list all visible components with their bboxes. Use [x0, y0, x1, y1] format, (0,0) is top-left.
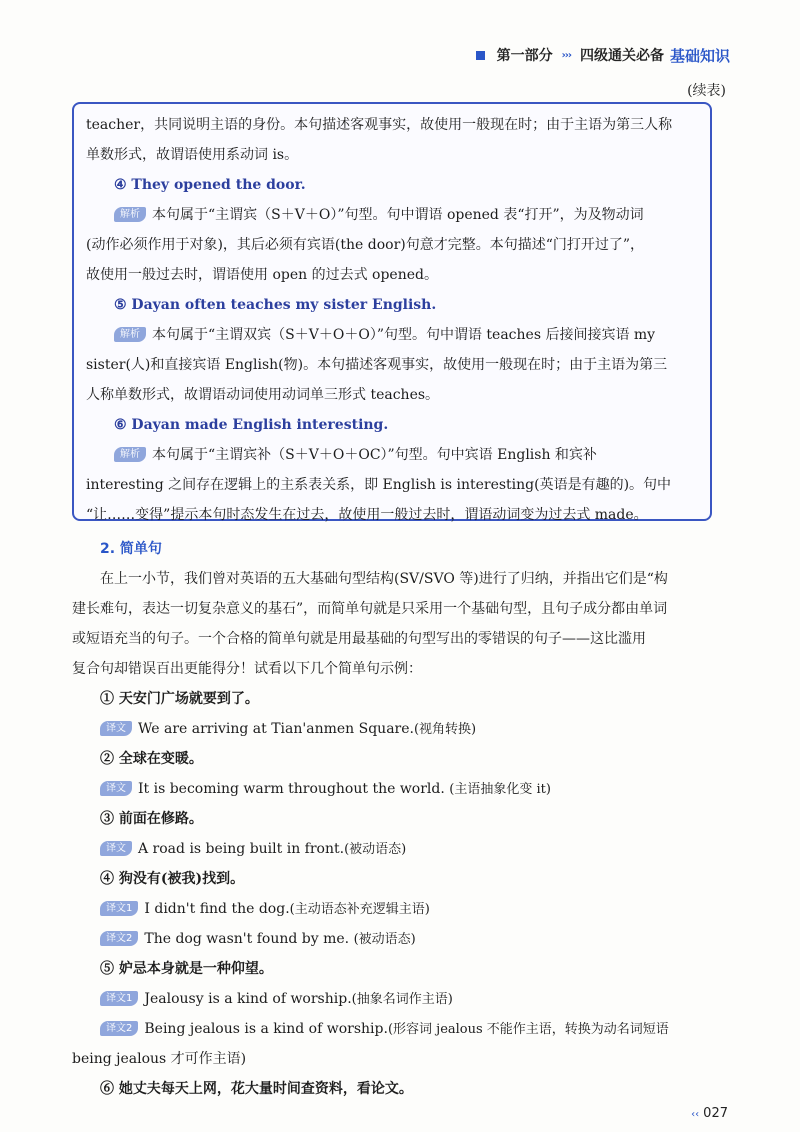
double-chevron-icon: ‹‹: [691, 1109, 700, 1120]
translation-text: Being jealous is a kind of worship.: [144, 1021, 388, 1037]
translation-note: (主语抽象化变 it): [449, 782, 551, 797]
part-label: 第一部分: [496, 48, 553, 64]
translation-tag: 译文2: [100, 931, 138, 946]
analysis-line: [86, 200, 698, 230]
translation-note: (主动语态补充逻辑主语): [289, 902, 430, 917]
continued-label: (续表): [687, 83, 726, 99]
intro-line: 在上一小节，我们曾对英语的五大基础句型结构(SV/SVO 等)进行了归纳，并指出它们是“构: [100, 571, 668, 587]
intro-line: 或短语充当的句子。一个合格的简单句就是用最基础的句型写出的零错误的句子——这比滥用: [72, 631, 646, 647]
analysis-line: 故使用一般过去时，谓语使用 open 的过去式 opened。: [86, 267, 438, 283]
translation-line: [72, 1014, 722, 1044]
intro-line: 复合句却错误百出更能得分！试看以下几个简单句示例：: [72, 661, 422, 677]
analysis-text: 本句属于“主谓双宾（S＋V＋O＋O）”句型。句中谓语 teaches 后接间接宾语 my: [152, 327, 656, 343]
translation-note: (视角转换): [413, 722, 477, 737]
analysis-tag: 解析: [114, 327, 146, 342]
translation-line: [72, 714, 722, 744]
chinese-sentence: ④ 狗没有(被我)找到。: [100, 871, 245, 887]
translation-line: [72, 834, 722, 864]
example-sentence: ④ They opened the door.: [114, 177, 306, 193]
analysis-line: [86, 440, 698, 470]
translation-tag: 译文: [100, 841, 132, 856]
analysis-tag: 解析: [114, 207, 146, 222]
translation-text: I didn't find the dog.: [144, 901, 290, 917]
translation-line: [72, 774, 722, 804]
translation-tag: 译文: [100, 781, 132, 796]
translation-text: We are arriving at Tian'anmen Square.: [138, 721, 414, 737]
page-number: 027: [703, 1106, 728, 1121]
box-text-line: 单数形式，故谓语使用系动词 is。: [86, 147, 299, 163]
translation-line: [72, 894, 722, 924]
page-footer: [691, 1106, 728, 1121]
intro-line: 建长难句，表达一切复杂意义的基石”，而简单句就是只采用一个基础句型，且句子成分都由单词: [72, 601, 668, 617]
running-header: [476, 44, 730, 66]
box-text-line: teacher，共同说明主语的身份。本句描述客观事实，故使用一般现在时；由于主语为第三人称: [86, 117, 673, 133]
translation-tag: 译文1: [100, 991, 138, 1006]
analysis-line: 人称单数形式，故谓语动词使用动词单三形式 teaches。: [86, 387, 440, 403]
analysis-line: [86, 320, 698, 350]
analysis-line: “让……变得”提示本句时态发生在过去，故使用一般过去时，谓语动词变为过去式 made。: [86, 507, 648, 523]
analysis-box: [72, 102, 712, 521]
example-sentence: ⑤ Dayan often teaches my sister English.: [114, 297, 437, 313]
chinese-sentence: ③ 前面在修路。: [100, 811, 203, 827]
analysis-line: interesting 之间存在逻辑上的主系表关系，即 English is interesting(英语是有趣的)。句中: [86, 477, 672, 493]
translation-line: [72, 984, 722, 1014]
example-sentence: ⑥ Dayan made English interesting.: [114, 417, 389, 433]
translation-line: [72, 924, 722, 954]
section-highlight: 基础知识: [669, 46, 730, 65]
square-bullet-icon: [476, 51, 485, 60]
chinese-sentence: ⑤ 妒忌本身就是一种仰望。: [100, 961, 273, 977]
simple-sentence-section: [72, 534, 722, 1104]
translation-text: Jealousy is a kind of worship.: [144, 991, 352, 1007]
analysis-tag: 解析: [114, 447, 146, 462]
triple-chevron-icon: ›››: [561, 49, 571, 61]
translation-text: A road is being built in front.: [138, 841, 345, 857]
translation-tag: 译文: [100, 721, 132, 736]
translation-note: (形容词 jealous 不能作主语，转换为动名词短语: [387, 1022, 669, 1037]
translation-note: (被动语态): [344, 842, 407, 857]
analysis-text: 本句属于“主谓宾（S＋V＋O）”句型。句中谓语 opened 表“打开”，为及物动词: [152, 207, 644, 223]
section-title: 2. 简单句: [100, 541, 162, 557]
translation-tag: 译文2: [100, 1021, 138, 1036]
chinese-sentence: ② 全球在变暖。: [100, 751, 203, 767]
analysis-line: sister(人)和直接宾语 English(物)。本句描述客观事实，故使用一般现在时；由于主语为第三: [86, 357, 668, 373]
translation-note: (抽象名词作主语): [351, 992, 453, 1007]
chinese-sentence: ① 天安门广场就要到了。: [100, 691, 259, 707]
section-prefix: 四级通关必备: [579, 48, 664, 64]
analysis-text: 本句属于“主谓宾补（S＋V＋O＋OC）”句型。句中宾语 English 和宾补: [152, 447, 597, 463]
translation-text: It is becoming warm throughout the world.: [138, 781, 445, 797]
analysis-line: (动作必须作用于对象)，其后必须有宾语(the door)句意才完整。本句描述“门打开过了”，: [86, 237, 645, 253]
translation-tag: 译文1: [100, 901, 138, 916]
translation-wrap-line: being jealous 才可作主语): [72, 1051, 247, 1067]
translation-text: The dog wasn't found by me.: [144, 931, 350, 947]
chinese-sentence: ⑥ 她丈夫每天上网，花大量时间查资料，看论文。: [100, 1081, 413, 1097]
translation-note: (被动语态): [353, 932, 416, 947]
